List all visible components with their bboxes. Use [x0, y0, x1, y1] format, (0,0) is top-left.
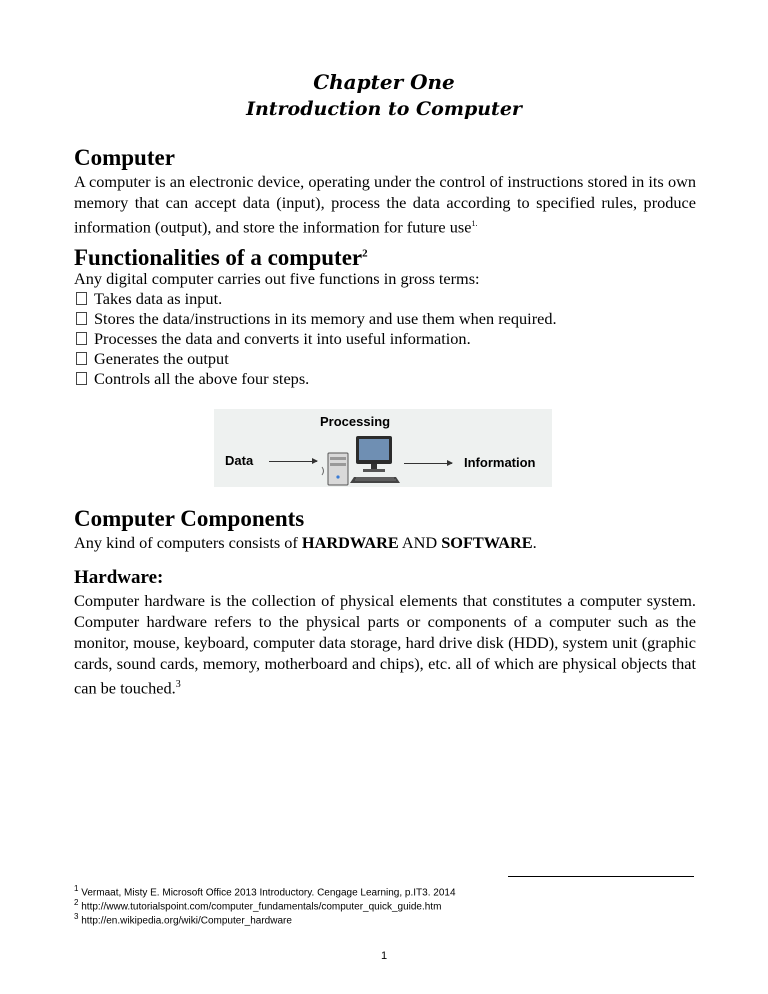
list-item: Controls all the above four steps.	[74, 368, 696, 388]
functions-list	[74, 268, 696, 388]
paragraph-components: Any kind of computers consists of HARDWARE AND SOFTWARE.	[74, 533, 537, 552]
bullet-box-icon	[76, 292, 87, 305]
paragraph-hardware-text: Computer hardware is the collection of physical elements that constitutes a computer system. Computer hardware refers to the physical parts or components of a computer such as the monitor, mouse, keyboard, computer data storage, hard drive disk (HDD), system unit (graphic cards, sound cards, memory, motherboard and chips), etc. all of which are physical objects that can be touched.	[74, 591, 696, 698]
functions-intro: Any digital computer carries out five functions in gross terms:	[74, 268, 480, 288]
heading-computer: Computer	[74, 145, 175, 170]
heading-components: Computer Components	[74, 506, 305, 531]
hardware-bold-text: HARDWARE	[301, 533, 399, 552]
list-item: Processes the data and converts it into useful information.	[74, 328, 696, 348]
heading-functionalities-text: Functionalities of a computer	[74, 245, 363, 270]
paragraph-computer-text: A computer is an electronic device, operating under the control of instructions stored in its own memory that can accept data (input), process the data according to specified rules, produce information (output), and store the information for future use	[74, 172, 696, 237]
arrow-right-icon	[269, 461, 317, 462]
paragraph-computer	[74, 171, 696, 237]
footnote-separator	[508, 876, 694, 877]
software-bold-text: SOFTWARE	[441, 533, 533, 552]
list-item: Takes data as input.	[74, 288, 696, 308]
footnote-1: $^1$ Vermaat, Misty E. Microsoft Office 2013 Introductory. Cengage Learning, p.IT3. 2014	[74, 884, 456, 899]
chapter-title: Chapter One	[313, 70, 455, 94]
paragraph-hardware	[74, 590, 696, 698]
chapter-subtitle: Introduction to Computer	[246, 98, 522, 120]
bullet-box-icon	[76, 372, 87, 385]
diagram-processing-label: Processing	[320, 414, 391, 429]
bullet-box-icon	[76, 352, 87, 365]
computer-icon	[320, 433, 404, 487]
footnote-3: $^3$ http://en.wikipedia.org/wiki/Computer_hardware	[74, 912, 292, 927]
diagram-data-label: Data	[225, 453, 254, 468]
footnote-ref-1: 1.	[471, 219, 478, 228]
footnote-ref-3: 3	[175, 679, 181, 690]
bullet-box-icon	[76, 332, 87, 345]
footnote-2: $^2$ http://www.tutorialspoint.com/computer_fundamentals/computer_quick_guide.htm	[74, 898, 442, 913]
arrow-right-icon	[404, 463, 452, 464]
heading-hardware: Hardware:	[74, 567, 164, 588]
diagram-information-label: Information	[464, 455, 536, 470]
footnote-ref-2: 2	[362, 247, 368, 260]
page-number: 1	[380, 950, 388, 962]
bullet-box-icon	[76, 312, 87, 325]
list-item: Generates the output	[74, 348, 696, 368]
list-item: Stores the data/instructions in its memory and use them when required.	[74, 308, 696, 328]
processing-diagram	[214, 409, 552, 487]
